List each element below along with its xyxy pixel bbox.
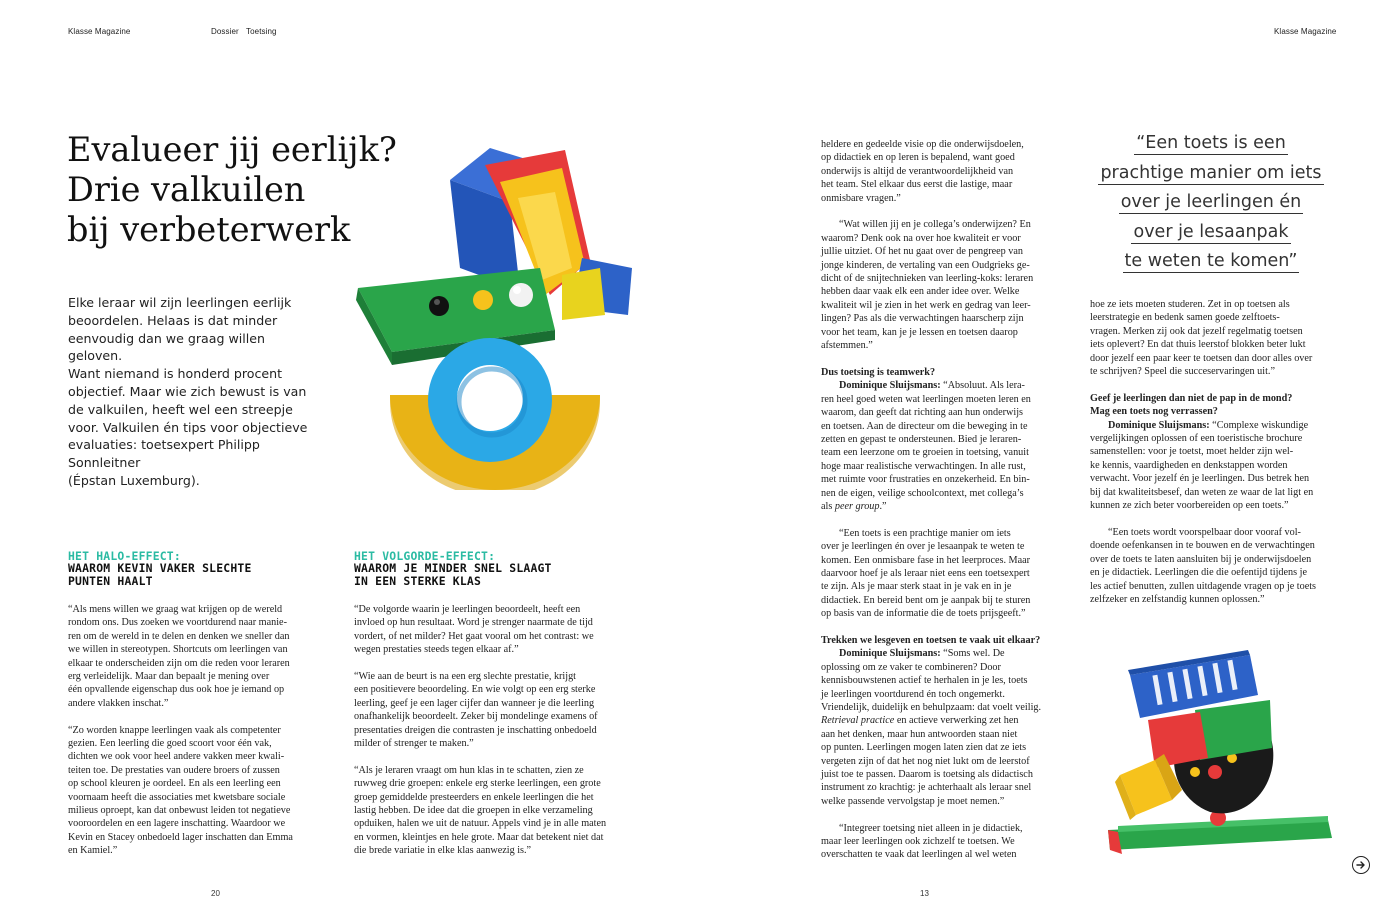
text-line: onafhankelijk beoordeelt. Zeker bij mondelinge examens of [354,711,598,723]
text-line: instrument zo krachtig: je achterhaalt als leraar snel [821,782,1032,794]
text-line: Kevin en Stacey onbedoeld lager inschatten dan Emma [68,831,293,843]
text-line: wegen prestaties steeds tegen elkaar af.” [354,644,519,656]
volgorde-heading [354,550,624,587]
text-line: waarom? Denk ook na over hoe kwaliteit er voor [821,232,1021,244]
text-line: “Zo worden knappe leerlingen vaak als competenter [68,724,281,736]
lead-line: (Épstan Luxemburg). [68,472,200,488]
text-line: “Als mens willen we graag wat krijgen op de wereld [68,604,283,615]
volgorde-kicker: HET VOLGORDE-EFFECT: [354,549,496,563]
text-line: kennisbouwstenen actief te herhalen in je les, toets [821,675,1028,687]
text-line: op school kleuren je oordeel. En als een leerling een [68,778,281,790]
text-line: op basis van de informatie die de toets prijsgeeft.” [821,608,1026,620]
text-line: gezien. Een leerling die goed scoort voor één vak, [68,738,272,750]
pull-quote [1090,130,1332,278]
text-line: en Kamiel.” [68,845,118,857]
text-line: invloed op hun resultaat. Word je strenger naarmate de tijd [354,617,593,629]
text-line: team een leerzone om te groeien in toetsing, vanuit [821,447,1029,459]
text-line: verwacht. Voor jezelf én je leerlingen. Dus betrek hen [1090,473,1310,485]
topic-label: Toetsing [246,27,277,36]
text-line: vergeten zijn of dat het nog niet lukt om de leerstof [821,755,1030,767]
text-line: jullie uitziet. Of het nu gaat over de pengreep van [821,246,1023,258]
right-column-1 [821,138,1057,862]
article-title [67,130,397,250]
text-line: dicht of de snijtechnieken van leerling-koks: leraren [821,273,1034,285]
text-line: je leerlingen voortdurend én toch ongemerkt. [821,688,1005,700]
text-line: zetten en gepast te ondersteunen. Bied je leraren- [821,433,1022,445]
text-fragment: als [821,500,835,512]
halo-heading-line: WAAROM KEVIN VAKER SLECHTE [68,561,252,576]
pull-quote-line: over je lesaanpak [1133,221,1289,242]
volgorde-heading-line: WAAROM JE MINDER SNEL SLAAGT [354,561,552,576]
text-line: onderwijs is altijd de verantwoordelijkheid van [821,165,1014,177]
text-line: komen. Een onmisbare fase in het leerproces. Maar [821,554,1031,566]
text-line: hoge maar realistische verwachtingen. In alle rust, [821,460,1026,472]
right-column-2 [1090,298,1335,620]
arrow-right-circle-icon[interactable] [1352,856,1370,874]
text-line: maar leer leerlingen ook zichzelf te toetsen. We [821,836,1015,848]
text-fragment: “Absoluut. Als lera- [940,380,1025,392]
text-line: samenstellen: voor je toetst, moet helder zijn wel- [1090,446,1294,458]
text-line: opduiken, halen we uit de natuur. Appels vind je in alle maten [354,818,607,830]
text-line: vooroordelen en een lagere inschatting. Waardoor we [68,818,286,830]
text-line: vordert, of net milder? Het gaat vooral om het contrast: we [354,630,594,642]
article-lead [68,294,318,490]
text-fragment: “Complexe wiskundige [1209,419,1309,431]
text-line: door jezelf een paar keer te toetsen dan door alles over [1090,352,1313,364]
lead-line: eenvoudig dan we graag willen geloven. [68,330,265,364]
text-line: leerling, geef je een lager cijfer dan wanneer je die leerling [354,697,595,709]
text-line: Vriendelijk, duidelijk en behulpzaam: dat voelt veilig. [821,702,1042,713]
text-line: elkaar te onderscheiden zijn om die reden voor leraren [68,657,290,669]
text-line: kunnen ze zich beter voorbereiden op een toets.” [1090,500,1289,512]
text-line: die brede variatie in elke klas aanwezig is.” [354,845,532,857]
text-line: overschatten te vaak dat leerlingen al wel weten [821,849,1017,861]
text-line: “Een toets wordt voorspelbaar door vooraf vol- [1108,526,1301,538]
text-line: waarom, dan geeft dat richting aan hun onderwijs [821,407,1023,419]
text-line: les actief benutten, zullen uitdagende vragen op je toets [1090,580,1317,592]
text-line: “Een toets is een prachtige manier om iets [839,527,1011,539]
text-line: hebben daar vaak elk een ander idee over. Welke [821,286,1020,298]
text-line: aan het denken, maar hun antwoorden staan niet [821,728,1018,740]
text-line: ke kennis, vaardigheden en denkstappen worden [1090,459,1288,471]
text-line: kwaliteit wil je zien in het werk en gedrag van leer- [821,299,1031,311]
title-line: Drie valkuilen [67,170,306,209]
stacked-blocks-illustration-2 [1100,650,1340,860]
pull-quote-line: over je leerlingen én [1120,192,1302,212]
text-line: een positievere beoordeling. En wie volgt op een erg sterke [354,684,596,696]
text-line: andere vlakken inschat.” [68,697,169,709]
lead-line: Elke leraar wil zijn leerlingen eerlijk [68,295,292,310]
lead-line: Want niemand is honderd procent [68,366,283,382]
text-line: met ruimte voor frustraties en onzekerheid. En bin- [821,474,1030,486]
magazine-name-right: Klasse Magazine [1274,27,1337,36]
page-number-right: 13 [920,889,929,898]
text-line: voor het team, kan je je lessen en toetsen daarop [821,326,1018,338]
stacked-blocks-illustration [350,140,640,490]
speaker-name: Dominique Sluijsmans: [839,380,941,392]
text-line: “De volgorde waarin je leerlingen beoordeelt, heeft een [354,604,581,615]
text-fragment: en actieve verwerking zet hen [894,715,1019,727]
interview-question: Trekken we lesgeven en toetsen te vaak uit elkaar? [821,634,1041,646]
text-line: over je leerlingen én over je lesaanpak te weten te [821,541,1025,553]
speaker-name: Dominique Sluijsmans: [839,648,941,660]
text-line: ren om de wereld in te delen en denken we sneller dan [68,630,290,642]
text-line: één opvallende eigenschap dus ook hoe je iemand op [68,684,285,696]
interview-question: Geef je leerlingen dan niet de pap in de mond? [1090,392,1293,404]
text-line: doende oefenkansen in te bouwen en de verwachtingen [1090,540,1315,552]
text-line: heldere en gedeelde visie op die onderwijsdoelen, [821,139,1024,150]
interview-question: Mag een toets nog verrassen? [1090,406,1218,418]
text-line: lingen? Pas als die verwachtingen haarscherp zijn [821,313,1024,325]
text-line: op punten. Leerlingen mogen laten zien dat ze iets [821,742,1027,754]
text-line: het team. Stel elkaar dus eerst die lastige, maar [821,179,1013,191]
magazine-name: Klasse Magazine [68,27,131,36]
text-line: leerstrategie en bedenk samen goede zelftoets- [1090,312,1280,324]
volgorde-paragraph-1 [354,603,624,657]
text-fragment: .” [879,500,887,512]
text-line: te schrijven? Speel die succeservaringen uit.” [1090,366,1275,378]
text-line: afstemmen.” [821,340,873,352]
text-line: we willen in stereotypen. Shortcuts om leerlingen van [68,644,288,656]
pull-quote-line: “Een toets is een [1136,133,1286,153]
text-line: groep gemiddelde presteerders en enkele leerlingen die het [354,791,594,803]
lead-line: objectief. Maar wie zich bewust is van [68,383,307,399]
halo-paragraph-1 [68,603,318,710]
text-line: over de toets te laten aansluiten bij je onderwijsdoelen [1090,553,1312,565]
lead-line: beoordelen. Helaas is dat minder [68,312,278,328]
title-line: bij verbeterwerk [67,210,351,249]
volgorde-heading-line: IN EEN STERKE KLAS [354,573,482,588]
halo-paragraph-2 [68,724,318,858]
text-line: zelfzeker en zelfstandig kunnen oplossen.” [1090,593,1265,605]
halo-body [68,603,318,871]
speaker-name: Dominique Sluijsmans: [1108,419,1210,431]
text-line: en toetsen. Aan de directeur om die beweging in te [821,420,1028,432]
italic-term: peer group [834,500,880,512]
text-line: nen de eigen, veilige schoolcontext, met collega’s [821,487,1024,499]
halo-kicker: HET HALO-EFFECT: [68,549,181,563]
title-line: Evalueer jij eerlijk? [67,130,397,169]
text-line: daarvoor hoef je als leraar niet eens een toetsexpert [821,567,1030,579]
text-line: welke passende vervolgstap je moet nemen.” [821,795,1005,807]
text-line: vragen. Merken zij ook dat jezelf regelmatig toetsen [1090,325,1303,337]
page-number-left: 20 [211,889,220,898]
text-line: erg verleidelijk. Maar dan bepaalt je mening over [68,671,270,683]
italic-term: Retrieval practice [821,715,895,727]
lead-line: evaluaties: toetsexpert Philipp Sonnleitner [68,437,260,471]
text-line: vergelijkingen oplossen of een toeristische brochure [1090,433,1303,445]
section-label: Dossier [211,27,239,36]
text-line: iets oplevert? En dat thuis leerstof blokken beter lukt [1090,339,1306,351]
text-line: op didactiek en op leren is bepalend, want goed [821,152,1015,164]
halo-heading [68,550,338,587]
text-line: juist toe te passen. Daarom is toetsing als didactisch [821,769,1033,781]
text-line: presentaties dreigen die contrasten je inschatting onbedoeld [354,724,597,736]
text-line: en je didactiek. Leerlingen die die oefentijd tijdens je [1090,567,1307,579]
pull-quote-line: te weten te komen” [1124,251,1298,271]
text-line: teiten toe. De prestaties van oudere broers of zussen [68,764,280,776]
pull-quote-line: prachtige manier om iets [1100,162,1322,183]
text-line: “Wie aan de beurt is na een erg slechte prestatie, krijgt [354,671,577,683]
lead-line: voor. Valkuilen én tips voor objectieve [68,419,308,435]
text-line: “Integreer toetsing niet alleen in je didactiek, [839,822,1023,834]
text-line: didactiek. En bereid bent om je aanpak bij te sturen [821,594,1031,606]
text-line: onmisbare vragen.” [821,192,901,204]
text-line: milder of strenger te maken.” [354,738,474,750]
lead-line: de valkuilen, heeft wel een streepje [68,401,293,417]
text-line: ren heel goed weten wat leerlingen moeten leren en [821,393,1031,405]
volgorde-body [354,603,624,871]
text-line: bij dat kwaliteitsbesef, dan weten ze waar de lat ligt en [1090,486,1314,498]
volgorde-paragraph-3 [354,764,624,858]
halo-heading-line: PUNTEN HAALT [68,573,153,588]
text-line: en vormen, kleintjes en hele grote. Maar dat betekent niet dat [354,831,604,843]
text-line: lastig hebben. De idee dat die groepen in elke verzameling [354,805,593,817]
text-line: “Als je leraren vraagt om hun klas in te schatten, zien ze [354,764,584,776]
text-line: “Wat willen jij en je collega’s onderwijzen? En [839,219,1031,231]
text-line: ruwweg drie groepen: enkele erg sterke leerlingen, een grote [354,778,601,790]
interview-question: Dus toetsing is teamwerk? [821,366,936,378]
volgorde-paragraph-2 [354,670,624,750]
text-line: jonge kinderen, de vertaling van een Oudgrieks ge- [821,259,1030,271]
text-line: dichten we ook voor heel andere vakken meer kwali- [68,751,285,763]
text-line: hoe ze iets moeten studeren. Zet in op toetsen als [1090,299,1290,310]
text-line: rondom ons. Dus zoeken we voortdurend naar manie- [68,617,287,629]
text-line: milieus oproept, kan dat onbewust leiden tot negatieve [68,805,291,817]
text-line: voornaam heeft die associaties met kwetsbare sociale [68,791,286,803]
text-fragment: “Soms wel. De [940,648,1005,660]
text-line: te zijn. Als je maar sterk staat in je vak en in je [821,581,1012,593]
text-line: oplossing om ze vaker te combineren? Door [821,661,1001,673]
